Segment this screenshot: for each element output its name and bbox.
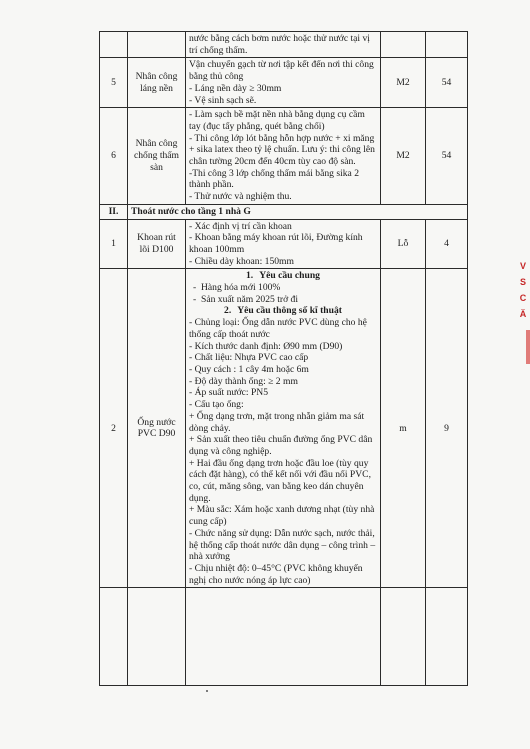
cell-no: 6 bbox=[100, 108, 128, 205]
table-row-blank bbox=[100, 588, 468, 686]
stamp-edge-bar bbox=[526, 330, 530, 364]
desc-line: - Láng nền dày ≥ 30mm bbox=[189, 82, 282, 94]
cell-unit: Lỗ bbox=[381, 219, 426, 269]
desc-line: - Thi công lớp lót bằng hỗn hợp nước + xi măng + sika latex theo tỷ lệ chuẩn. Lưu ý: thi công lên chân tường 20cm đến 40cm tùy cao độ sàn. bbox=[189, 132, 375, 168]
spec-line: + Ống dạng trơn, mặt trong nhẵn giảm ma sát dòng chảy. bbox=[189, 410, 365, 434]
table-row-2 bbox=[100, 269, 468, 588]
section-row bbox=[100, 204, 468, 219]
table-row-1 bbox=[100, 219, 468, 269]
general-item: Hàng hóa mới 100% bbox=[201, 282, 281, 294]
section-title: Thoát nước cho tầng 1 nhà G bbox=[128, 204, 468, 219]
desc-line: - Khoan bằng máy khoan rút lõi, Đường kính khoan 100mm bbox=[189, 232, 363, 255]
cell-name bbox=[128, 32, 186, 58]
cell-name: Nhân công láng nền bbox=[128, 58, 186, 108]
cell-qty: 9 bbox=[426, 269, 468, 588]
scan-speck bbox=[206, 690, 208, 692]
spec-line: - Chủng loại: Ống dẫn nước PVC dùng cho hệ thống cấp thoát nước bbox=[189, 317, 367, 340]
cell-unit: M2 bbox=[381, 108, 426, 205]
spec-line: + Màu sắc: Xám hoặc xanh dương nhạt (tùy nhà cung cấp) bbox=[189, 504, 375, 528]
cell-unit: M2 bbox=[381, 58, 426, 108]
cell-description bbox=[186, 269, 381, 588]
desc-line: - Thử nước và nghiệm thu. bbox=[189, 191, 292, 203]
heading-number: 2. bbox=[224, 305, 232, 317]
general-item: Sản xuất năm 2025 trở đi bbox=[201, 293, 299, 305]
spec-line: - Chịu nhiệt độ: 0–45°C (PVC không khuyến nghị cho nước nóng áp lực cao) bbox=[189, 562, 363, 586]
spec-line: - Quy cách : 1 cây 4m hoặc 6m bbox=[189, 363, 309, 375]
cell-description bbox=[186, 108, 381, 205]
spec-line: - Áp suất nước: PN5 bbox=[189, 387, 269, 399]
desc-line: - Làm sạch bề mặt nền nhà bằng dụng cụ cầm tay (đục tẩy phẳng, quét bằng chổi) bbox=[189, 109, 365, 132]
table-row-continuation bbox=[100, 32, 468, 58]
table-row-6 bbox=[100, 108, 468, 205]
cell-name: Ống nước PVC D90 bbox=[128, 269, 186, 588]
cell-no: 2 bbox=[100, 269, 128, 588]
cell-no: 5 bbox=[100, 58, 128, 108]
cell-no bbox=[100, 32, 128, 58]
cell-unit bbox=[381, 588, 426, 686]
heading-text: Yêu cầu chung bbox=[259, 270, 320, 282]
cell-qty: 54 bbox=[426, 108, 468, 205]
heading-specs bbox=[189, 305, 377, 317]
heading-general bbox=[189, 270, 377, 282]
spec-line: - Chất liệu: Nhựa PVC cao cấp bbox=[189, 352, 309, 364]
cell-no bbox=[100, 588, 128, 686]
desc-line: -Thi công 3 lớp chống thấm mái bằng sika 2 thành phần. bbox=[189, 167, 359, 191]
desc-line: - Sản xuất năm 2025 trở đi bbox=[193, 293, 299, 305]
table-row-5 bbox=[100, 58, 468, 108]
cell-description bbox=[186, 32, 381, 58]
heading-text: Yêu cầu thông số kĩ thuật bbox=[237, 305, 342, 317]
spec-line: + Hai đầu ống dạng trơn hoặc đầu loe (tùy quy cách đặt hàng), có thể kết nối với đầu nối PVC, co, cút, măng sông, van bằng keo dán chuyên dụng. bbox=[189, 457, 371, 504]
spec-line: - Kích thước danh định: Ø90 mm (D90) bbox=[189, 340, 343, 352]
cell-unit: m bbox=[381, 269, 426, 588]
cell-name: Khoan rút lõi D100 bbox=[128, 219, 186, 269]
desc-line: - Xác định vị trí cần khoan bbox=[189, 220, 292, 232]
stamp-letter: S bbox=[519, 277, 526, 287]
desc-line: - Vệ sinh sạch sẽ. bbox=[189, 94, 257, 106]
spec-line: + Sản xuất theo tiêu chuẩn đường ống PVC dân dụng và công nghiệp. bbox=[189, 434, 373, 457]
stamp-letter: Ä bbox=[519, 309, 527, 319]
edge-stamp bbox=[516, 258, 530, 322]
cell-description bbox=[186, 588, 381, 686]
section-number: II. bbox=[100, 204, 128, 219]
spec-line: - Cấu tạo ống: bbox=[189, 399, 244, 411]
spec-line: - Chức năng sử dụng: Dẫn nước sạch, nước thải, hệ thống cấp thoát nước dân dụng – công trình – nhà xưởng bbox=[189, 527, 376, 563]
cell-qty bbox=[426, 588, 468, 686]
cell-qty: 4 bbox=[426, 219, 468, 269]
cell-name bbox=[128, 588, 186, 686]
desc-line: Vận chuyển gạch từ nơi tập kết đến nơi thi công bằng thủ công bbox=[189, 59, 374, 83]
desc-line: - Chiều dày khoan: 150mm bbox=[189, 255, 294, 267]
heading-number: 1. bbox=[246, 270, 254, 282]
stamp-letter: V bbox=[519, 261, 526, 271]
stamp-letter: C bbox=[519, 293, 527, 303]
spec-line: - Độ dày thành ống: ≥ 2 mm bbox=[189, 375, 298, 387]
cell-no: 1 bbox=[100, 219, 128, 269]
specification-table bbox=[99, 31, 468, 686]
cell-description bbox=[186, 58, 381, 108]
desc-line: nước bằng cách bơm nước hoặc thử nước tại vị trí chống thấm. bbox=[189, 33, 370, 56]
cell-unit bbox=[381, 32, 426, 58]
cell-qty: 54 bbox=[426, 58, 468, 108]
cell-description bbox=[186, 219, 381, 269]
cell-qty bbox=[426, 32, 468, 58]
cell-name: Nhân công chống thấm sàn bbox=[128, 108, 186, 205]
desc-line: - Hàng hóa mới 100% bbox=[193, 282, 281, 294]
